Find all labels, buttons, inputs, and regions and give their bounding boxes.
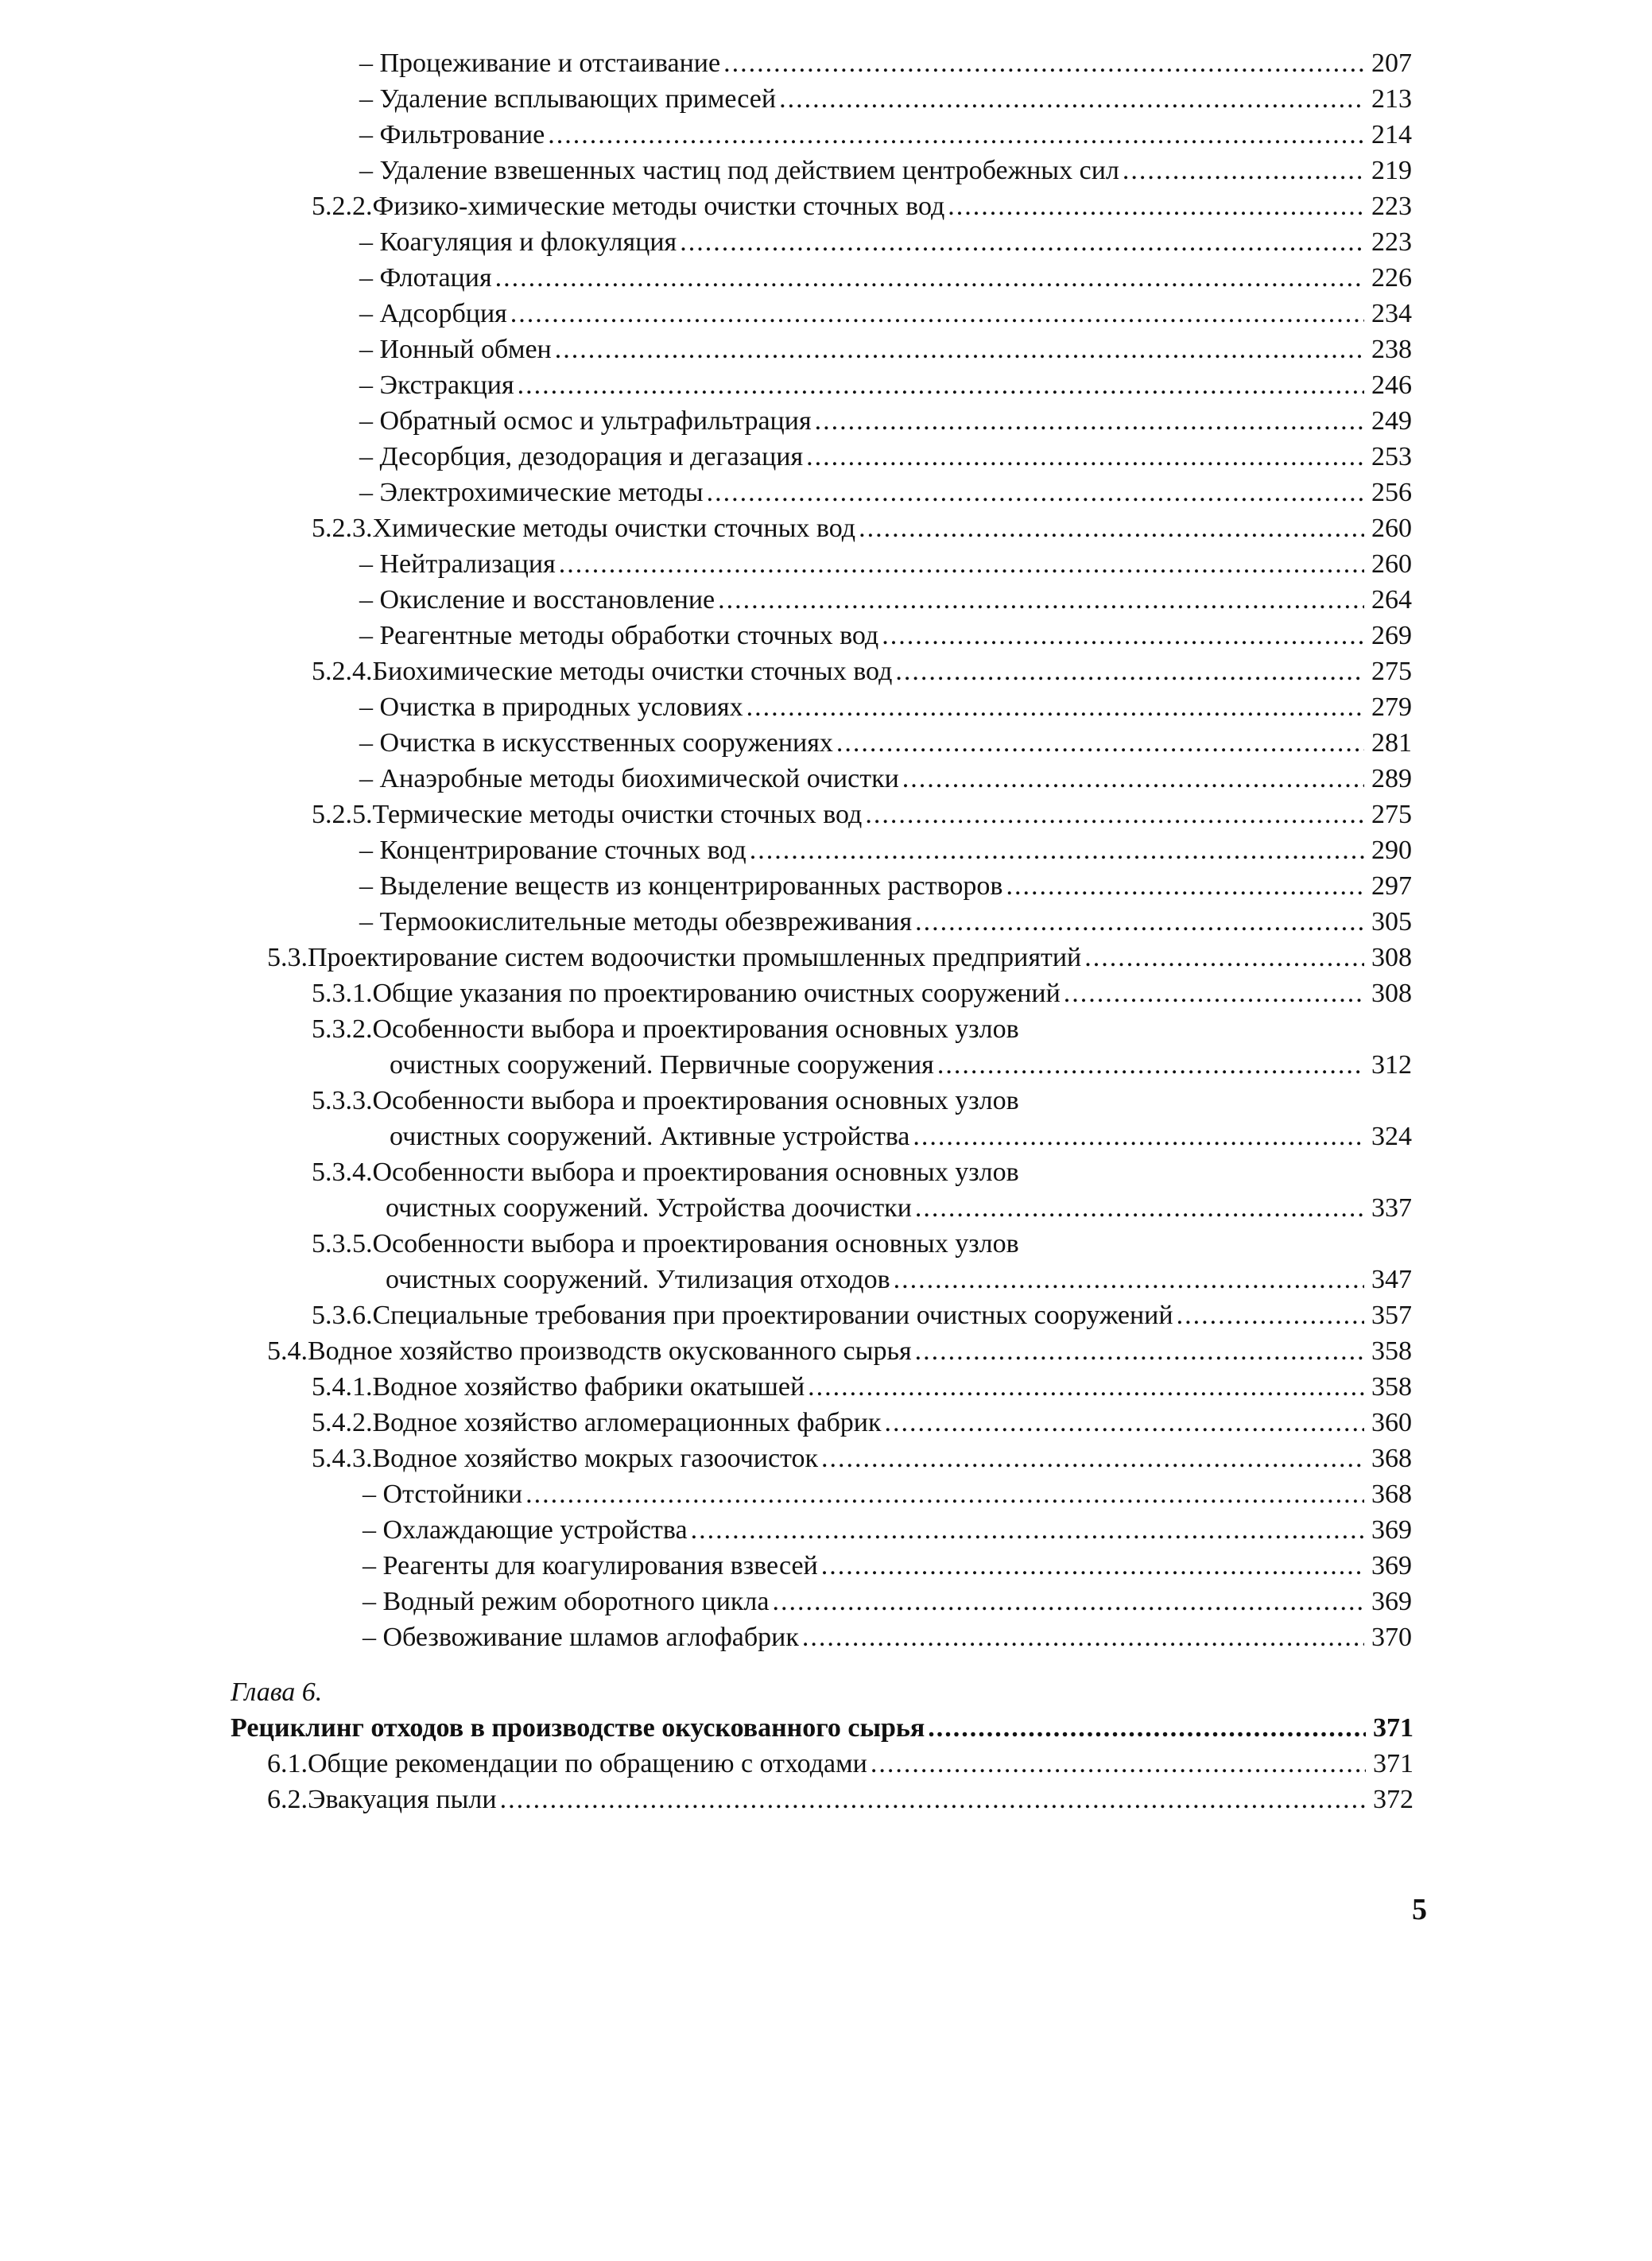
toc-entry-number: 5.3.6. [312, 1301, 373, 1330]
toc-entry-title: – Обезвоживание шламов аглофабрик [363, 1623, 799, 1652]
toc-entry [267, 1334, 1412, 1369]
toc-entry-number: 5.2.5. [312, 800, 373, 829]
toc-entry [363, 1620, 1412, 1655]
toc-entry-page: 368 [1371, 1480, 1412, 1509]
toc-entry [267, 1782, 1414, 1817]
chapter-label: Глава 6. [231, 1677, 323, 1707]
toc-entry-title: – Анаэробные методы биохимической очистки [359, 764, 899, 793]
dot-leader [937, 1048, 1364, 1083]
toc-entry [312, 1012, 1412, 1047]
toc-entry-title: – Фильтрование [359, 120, 545, 149]
toc-entry-title: – Очистка в природных условиях [359, 692, 743, 722]
dot-leader [808, 1370, 1364, 1405]
toc-entry-title: – Обратный осмос и ультрафильтрация [359, 406, 812, 436]
toc-entry [359, 690, 1412, 725]
toc-entry [359, 118, 1412, 153]
dot-leader [802, 1620, 1364, 1655]
toc-entry-title: – Термоокислительные методы обезвреживания [359, 907, 913, 937]
toc-entry [359, 905, 1412, 940]
toc-entry-number: 5.2.4. [312, 657, 373, 686]
dot-leader [895, 654, 1364, 689]
toc-entry-title: Проектирование систем водоочистки промышленных предприятий [308, 943, 1082, 972]
dot-leader [510, 297, 1364, 332]
toc-entry-title: – Выделение веществ из концентрированных растворов [359, 871, 1003, 901]
toc-entry-page: 289 [1371, 764, 1412, 793]
toc-entry-number: 5.2.3. [312, 514, 373, 543]
toc-entry [359, 833, 1412, 868]
toc-entry-number: 5.3.4. [312, 1158, 373, 1187]
toc-entry-page: 308 [1371, 979, 1412, 1008]
toc-entry [312, 1370, 1412, 1405]
toc-entry-title: Общие рекомендации по обращению с отходами [308, 1749, 867, 1778]
toc-entry-page: 207 [1371, 48, 1412, 78]
toc-entry-page: 256 [1371, 478, 1412, 507]
toc-entry-title: – Адсорбция [359, 299, 507, 328]
toc-entry-page: 368 [1371, 1444, 1412, 1473]
toc-entry-title: – Удаление всплывающих примесей [359, 84, 777, 114]
dot-leader [559, 547, 1364, 582]
toc-entry-number: 5.3.5. [312, 1229, 373, 1258]
toc-entry [312, 797, 1412, 832]
dot-leader [913, 1119, 1364, 1154]
toc-entry [312, 654, 1412, 689]
toc-entry-page: 238 [1371, 335, 1412, 364]
toc-entry [359, 869, 1412, 904]
dot-leader [806, 440, 1364, 475]
toc-entry [267, 940, 1412, 975]
toc-entry [359, 404, 1412, 439]
dot-leader [773, 1584, 1365, 1619]
toc-entry-number: 5.4.1. [312, 1372, 373, 1402]
toc-entry-title: Термические методы очистки сточных вод [372, 800, 863, 829]
toc-entry-page: 357 [1371, 1301, 1412, 1330]
toc-entry-page: 226 [1371, 263, 1412, 293]
toc-entry-number: 5.4. [267, 1336, 308, 1366]
toc-entry [312, 1298, 1412, 1333]
dot-leader [1064, 976, 1364, 1011]
toc-entry-number: 6.2. [267, 1785, 308, 1814]
toc-entry-page: 253 [1371, 442, 1412, 471]
dot-leader [495, 261, 1364, 296]
toc-entry-page: 369 [1371, 1551, 1412, 1580]
toc-entry-number: 6.1. [267, 1749, 308, 1778]
toc-entry-page: 260 [1371, 514, 1412, 543]
toc-entry [359, 368, 1412, 403]
toc-entry [359, 762, 1412, 797]
toc-entry-page: 214 [1371, 120, 1412, 149]
toc-entry-title: – Десорбция, дезодорация и дегазация [359, 442, 804, 471]
toc-entry [359, 297, 1412, 332]
toc-entry [363, 1584, 1412, 1619]
dot-leader [885, 1406, 1364, 1441]
toc-entry [267, 1747, 1414, 1782]
dot-leader [525, 1477, 1364, 1512]
toc-entry-title: Водное хозяйство производств окускованного сырья [308, 1336, 912, 1366]
dot-leader [915, 1334, 1364, 1369]
toc-entry-page: 371 [1373, 1713, 1414, 1743]
toc-entry [363, 1477, 1412, 1512]
toc-entry-title: – Охлаждающие устройства [363, 1515, 688, 1545]
toc-entry-title: Эвакуация пыли [308, 1785, 497, 1814]
toc-entry-number: 5.3.2. [312, 1014, 373, 1044]
toc-entry-title: – Концентрирование сточных вод [359, 836, 747, 865]
toc-entry-number: 5.3.1. [312, 979, 373, 1008]
toc-entry-title: – Удаление взвешенных частиц под действием центробежных сил [359, 156, 1119, 185]
toc-entry-page: 312 [1371, 1050, 1412, 1080]
toc-entry-page: 371 [1373, 1749, 1414, 1778]
toc-entry-title: – Окисление и восстановление [359, 585, 715, 615]
toc-entry-title: – Нейтрализация [359, 549, 556, 579]
toc-entry [312, 1441, 1412, 1476]
toc-entry [386, 1191, 1412, 1226]
toc-entry-page: 249 [1371, 406, 1412, 436]
dot-leader [779, 82, 1364, 117]
toc-entry-number: 5.3. [267, 943, 308, 972]
toc-entry [359, 153, 1412, 188]
dot-leader [948, 189, 1364, 224]
page-number: 5 [1412, 1893, 1427, 1926]
toc-entry-title: – Очистка в искусственных сооружениях [359, 728, 833, 758]
dot-leader [555, 332, 1364, 367]
toc-entry [359, 726, 1412, 761]
toc-entry-page: 372 [1373, 1785, 1414, 1814]
toc-entry-title: Водное хозяйство фабрики окатышей [372, 1372, 805, 1402]
toc-entry-page: 308 [1371, 943, 1412, 972]
toc-entry-title: Специальные требования при проектировании очистных сооружений [372, 1301, 1173, 1330]
toc-entry-number: 5.2.2. [312, 192, 373, 221]
dot-leader [815, 404, 1364, 439]
toc-entry-page: 305 [1371, 907, 1412, 937]
toc-entry-title: очистных сооружений. Устройства доочистки [386, 1193, 912, 1223]
toc-entry [359, 225, 1412, 260]
toc-entry [359, 46, 1412, 81]
toc-entry [359, 547, 1412, 582]
toc-entry-title: Водное хозяйство агломерационных фабрик [372, 1408, 882, 1437]
toc-entry-title: – Флотация [359, 263, 492, 293]
dot-leader [518, 368, 1364, 403]
toc-entry-title: – Отстойники [363, 1480, 523, 1509]
dot-leader [500, 1782, 1366, 1817]
toc-entry [390, 1119, 1412, 1154]
toc-entry-title: очистных сооружений. Активные устройства [390, 1122, 910, 1151]
toc-entry [363, 1513, 1412, 1548]
toc-entry [386, 1262, 1412, 1297]
dot-leader [548, 118, 1364, 153]
toc-entry-page: 275 [1371, 657, 1412, 686]
dot-leader [680, 225, 1364, 260]
toc-entry-title: – Процеживание и отстаивание [359, 48, 721, 78]
dot-leader [821, 1549, 1364, 1584]
dot-leader [871, 1747, 1366, 1782]
toc-entry-page: 358 [1371, 1336, 1412, 1366]
toc-entry [312, 1406, 1412, 1441]
toc-entry-page: 337 [1371, 1193, 1412, 1223]
toc-entry-page: 234 [1371, 299, 1412, 328]
toc-entry [359, 583, 1412, 618]
toc-entry [312, 1084, 1412, 1119]
toc-entry-title: Физико-химические методы очистки сточных вод [372, 192, 945, 221]
toc-entry [363, 1549, 1412, 1584]
dot-leader [1084, 940, 1364, 975]
toc-entry [312, 976, 1412, 1011]
toc-entry [359, 619, 1412, 653]
toc-entry-title: – Реагентные методы обработки сточных вод [359, 621, 879, 650]
toc-entry-page: 213 [1371, 84, 1412, 114]
toc-entry-page: 223 [1371, 227, 1412, 257]
toc-entry-page: 324 [1371, 1122, 1412, 1151]
toc-entry-page: 264 [1371, 585, 1412, 615]
toc-entry-title: Особенности выбора и проектирования основных узлов [372, 1014, 1019, 1044]
toc-entry-title: Водное хозяйство мокрых газоочисток [372, 1444, 819, 1473]
toc-entry [312, 189, 1412, 224]
toc-entry [390, 1048, 1412, 1083]
toc-entry-page: 279 [1371, 692, 1412, 722]
toc-entry-number: 5.4.3. [312, 1444, 373, 1473]
dot-leader [691, 1513, 1364, 1548]
dot-leader [928, 1711, 1366, 1746]
dot-leader [821, 1441, 1364, 1476]
toc-entry-title: Особенности выбора и проектирования основных узлов [372, 1158, 1019, 1187]
toc-entry [312, 511, 1412, 546]
toc-entry-number: 5.3.3. [312, 1086, 373, 1115]
toc-entry [312, 1155, 1412, 1190]
toc-entry [359, 475, 1412, 510]
dot-leader [1177, 1298, 1364, 1333]
toc-entry-number: 5.4.2. [312, 1408, 373, 1437]
toc-entry-page: 219 [1371, 156, 1412, 185]
dot-leader [865, 797, 1364, 832]
dot-leader [836, 726, 1364, 761]
toc-entry-page: 269 [1371, 621, 1412, 650]
toc-entry-page: 246 [1371, 370, 1412, 400]
toc-entry-title: – Электрохимические методы [359, 478, 704, 507]
dot-leader [915, 1191, 1364, 1226]
dot-leader [859, 511, 1364, 546]
toc-entry [231, 1711, 1414, 1746]
toc-entry [359, 332, 1412, 367]
toc-entry-title: очистных сооружений. Первичные сооружения [390, 1050, 934, 1080]
dot-leader [723, 46, 1364, 81]
toc-entry-page: 360 [1371, 1408, 1412, 1437]
toc-entry-page: 358 [1371, 1372, 1412, 1402]
dot-leader [747, 690, 1364, 725]
toc-entry-title: – Ионный обмен [359, 335, 552, 364]
toc-entry-page: 223 [1371, 192, 1412, 221]
dot-leader [707, 475, 1364, 510]
toc-entry-title: Особенности выбора и проектирования основных узлов [372, 1086, 1019, 1115]
toc-entry-title: – Экстракция [359, 370, 514, 400]
toc-entry-page: 369 [1371, 1587, 1412, 1616]
toc-entry [312, 1227, 1412, 1262]
toc-entry [359, 82, 1412, 117]
toc-entry-page: 290 [1371, 836, 1412, 865]
toc-entry-title: – Коагуляция и флокуляция [359, 227, 677, 257]
dot-leader [894, 1262, 1364, 1297]
toc-entry-title: – Водный режим оборотного цикла [363, 1587, 770, 1616]
toc-entry-page: 370 [1371, 1623, 1412, 1652]
toc-entry [359, 440, 1412, 475]
dot-leader [902, 762, 1364, 797]
toc-entry-title: Химические методы очистки сточных вод [372, 514, 856, 543]
toc-entry-title: Общие указания по проектированию очистных сооружений [372, 979, 1061, 1008]
toc-entry-title: – Реагенты для коагулирования взвесей [363, 1551, 818, 1580]
dot-leader [1123, 153, 1364, 188]
toc-entry-title: Биохимические методы очистки сточных вод [372, 657, 893, 686]
dot-leader [1006, 869, 1364, 904]
toc-entry-title: Рециклинг отходов в производстве окускованного сырья [231, 1713, 925, 1743]
dot-leader [718, 583, 1364, 618]
toc-entry-title: Особенности выбора и проектирования основных узлов [372, 1229, 1019, 1258]
toc-entry-page: 347 [1371, 1265, 1412, 1294]
toc-entry-page: 281 [1371, 728, 1412, 758]
dot-leader [915, 905, 1364, 940]
toc-entry-title: очистных сооружений. Утилизация отходов [386, 1265, 890, 1294]
toc-entry-page: 275 [1371, 800, 1412, 829]
dot-leader [750, 833, 1364, 868]
toc-entry-page: 369 [1371, 1515, 1412, 1545]
toc-entry-page: 260 [1371, 549, 1412, 579]
dot-leader [882, 619, 1364, 653]
toc-entry [359, 261, 1412, 296]
toc-entry-page: 297 [1371, 871, 1412, 901]
